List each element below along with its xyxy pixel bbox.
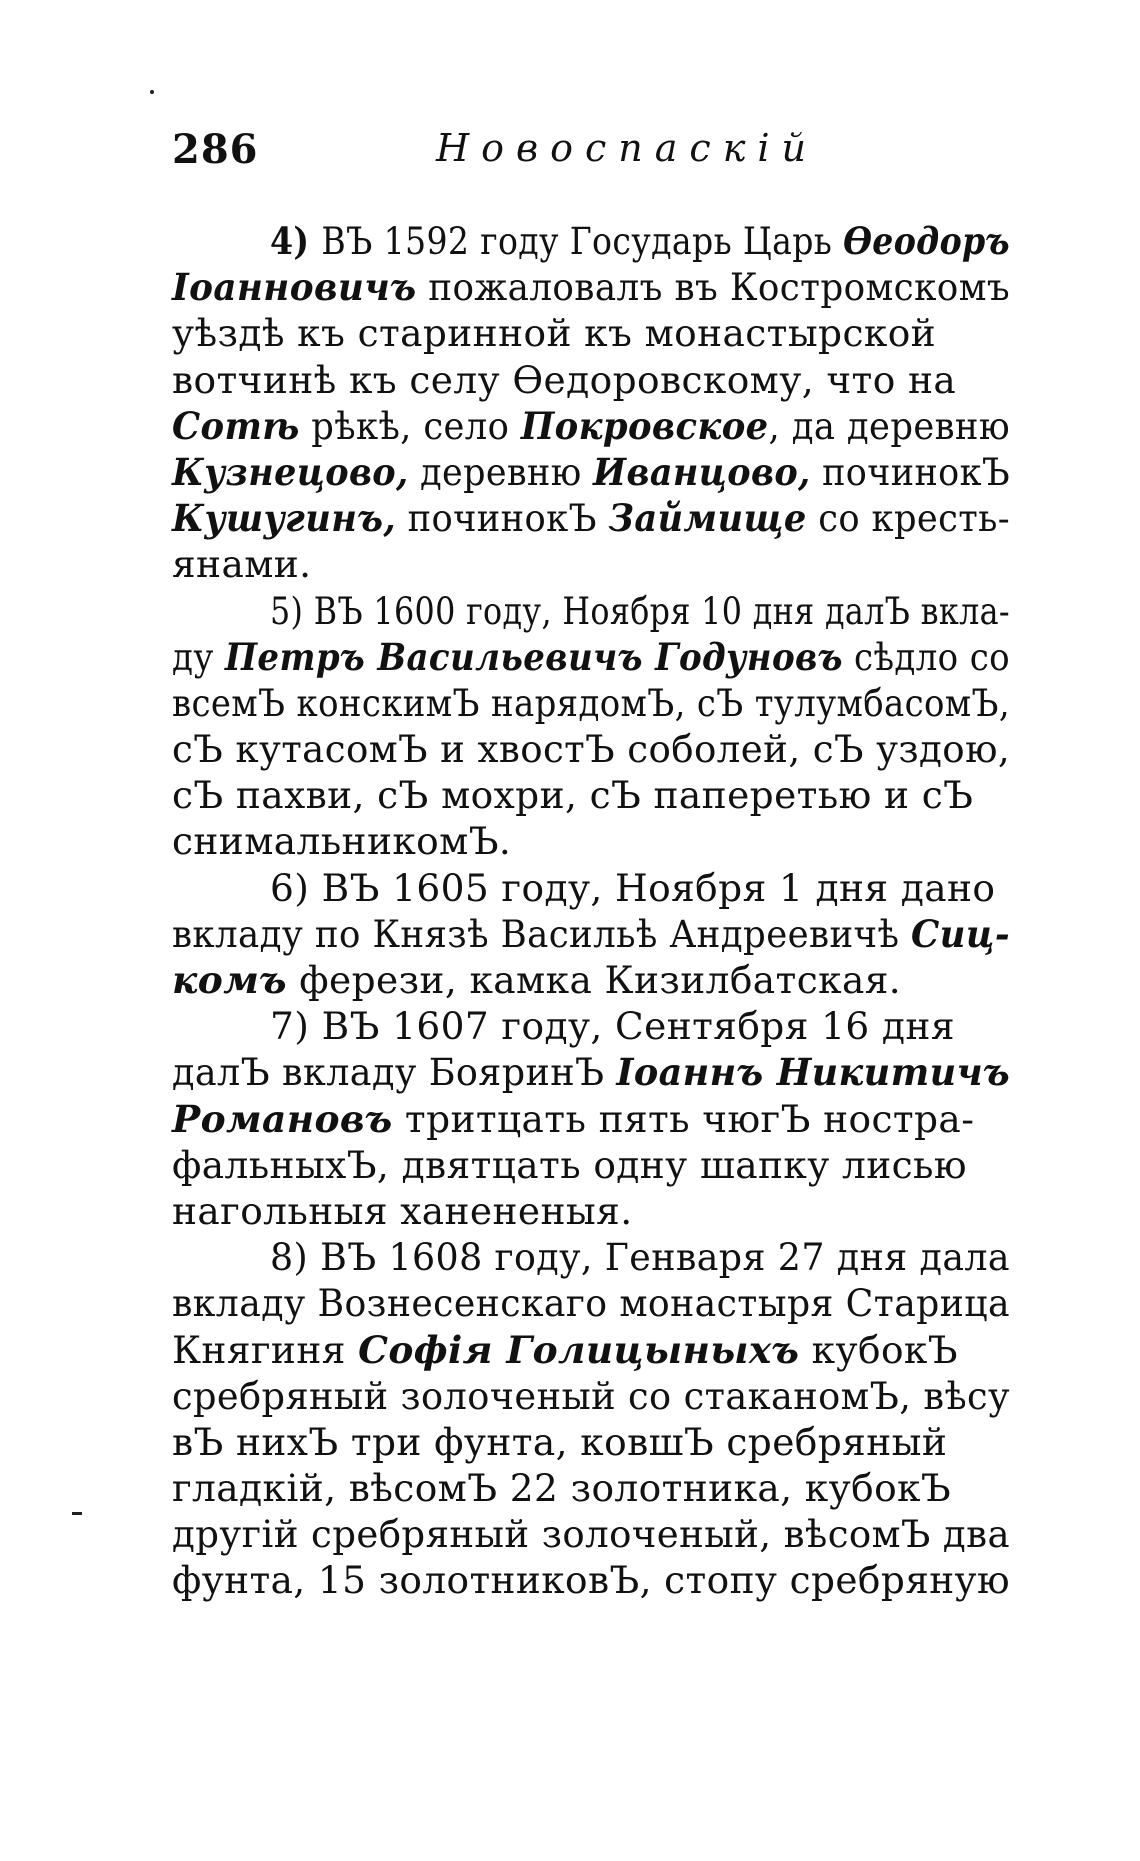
- entry-paragraph: [172, 588, 1010, 865]
- text-run: сребряный золоченый со стаканомЪ, вѣсу: [172, 1373, 1011, 1418]
- text-run: починокЪ: [810, 449, 1011, 494]
- entry-paragraph: [172, 1234, 1010, 1604]
- text-line: [172, 1557, 1010, 1603]
- text-line: [172, 865, 1010, 911]
- italic-name: Ѳеодоръ: [843, 219, 1011, 263]
- text-line: [172, 1373, 1010, 1419]
- text-run: 4): [270, 219, 322, 263]
- italic-name: Кушугинъ,: [172, 496, 397, 541]
- text-line: [172, 957, 1010, 1003]
- text-line: [172, 911, 1010, 957]
- text-line: [172, 818, 1010, 864]
- italic-name: Кузнецово,: [172, 449, 409, 494]
- text-line: [172, 588, 1010, 634]
- text-line: [172, 1465, 1010, 1511]
- text-line: [172, 449, 1010, 495]
- text-run: 6) ВЪ 1605 году, Ноября 1 дня дано: [270, 865, 996, 910]
- text-run: вотчинѣ къ селу Ѳедоровскому, что на: [172, 357, 957, 402]
- text-run: починокЪ: [396, 496, 609, 541]
- text-line: [172, 726, 1010, 772]
- italic-name: Романовъ: [172, 1096, 393, 1141]
- text-run: другій сребряный золоченый, вѣсомЪ два: [172, 1512, 1010, 1557]
- print-speck: [150, 90, 154, 94]
- italic-name: Иванцово,: [593, 449, 811, 494]
- text-run: фальныхЪ, двятцать одну шапку лисью: [172, 1142, 967, 1187]
- italic-name: Сотѣ: [172, 403, 300, 448]
- text-run: вкладу по Князѣ Васильѣ Андреевичѣ: [172, 911, 911, 956]
- italic-name: комъ: [172, 958, 287, 1002]
- text-run: нагольныя ханененыя.: [172, 1188, 633, 1233]
- text-line: [172, 1142, 1010, 1188]
- text-run: Княгиня: [172, 1327, 359, 1372]
- page-number: 286: [172, 126, 259, 173]
- text-run: ВЪ 1592 году Государь Царь: [321, 219, 844, 263]
- text-run: гладкій, вѣсомЪ 22 золотника, кубокЪ: [172, 1466, 952, 1511]
- text-line: [172, 1280, 1010, 1326]
- text-line: [172, 1096, 1010, 1142]
- entry-paragraph: [172, 865, 1010, 1004]
- text-line: [172, 1234, 1010, 1280]
- text-run: далЪ вкладу БояринЪ: [172, 1050, 617, 1095]
- text-line: [172, 310, 1010, 356]
- text-line: [172, 218, 1010, 264]
- text-line: [172, 264, 1010, 310]
- text-run: уѣздѣ къ старинной къ монастырской: [172, 311, 937, 356]
- text-run: 8) ВЪ 1608 году, Генваря 27 дня дала: [270, 1235, 1011, 1280]
- italic-name: Іоаннъ Никитичъ: [616, 1050, 1011, 1095]
- text-line: [172, 403, 1010, 449]
- italic-name: Займище: [608, 496, 807, 541]
- italic-name: Іоанновичъ: [172, 265, 417, 310]
- entry-paragraph: [172, 218, 1010, 588]
- italic-name: Петръ Васильевичъ Годуновъ: [224, 634, 843, 679]
- text-line: [172, 1049, 1010, 1095]
- text-run: рѣкѣ, село: [299, 403, 521, 448]
- text-line: [172, 1327, 1010, 1373]
- entry-paragraph: [172, 1003, 1010, 1234]
- page-header: [172, 126, 990, 186]
- body-text: [172, 218, 1010, 1604]
- text-run: вкладу Вознесенскаго монастыря Старица: [172, 1281, 1010, 1326]
- text-run: янами.: [172, 542, 312, 587]
- text-run: со кресть-: [806, 496, 1010, 541]
- text-run: кубокЪ: [799, 1327, 958, 1372]
- italic-name: Покровское: [520, 403, 769, 448]
- text-line: [172, 1419, 1010, 1465]
- text-run: снимальникомЪ.: [172, 819, 512, 864]
- text-run: всемЪ конскимЪ нарядомЪ, сЪ тулумбасомЪ,: [172, 680, 1011, 725]
- text-run: ферези, камка Кизилбатская.: [286, 958, 902, 1002]
- text-line: [172, 1003, 1010, 1049]
- text-line: [172, 1511, 1010, 1557]
- text-run: сЪ кутасомЪ и хвостЪ соболей, сЪ уздою,: [172, 727, 1011, 772]
- text-run: ду: [172, 634, 225, 679]
- print-speck: [72, 1512, 82, 1515]
- running-title: Новоспаскій: [436, 126, 819, 170]
- text-line: [172, 541, 1010, 587]
- italic-name: Сиц-: [910, 911, 1011, 956]
- text-run: 7) ВЪ 1607 году, Сентября 16 дня: [270, 1004, 955, 1049]
- text-run: вЪ нихЪ три фунта, ковшЪ сребряный: [172, 1419, 948, 1464]
- text-line: [172, 495, 1010, 541]
- text-run: сЪ пахви, сЪ мохри, сЪ паперетью и сЪ: [172, 773, 974, 818]
- text-run: сѣдло со: [842, 634, 1011, 679]
- text-run: 5) ВЪ 1600 году, Ноября 10 дня далЪ вкла-: [270, 588, 1010, 633]
- text-run: деревню: [408, 449, 594, 494]
- text-run: , да деревню: [768, 403, 1010, 448]
- italic-name: Софія Голицыныхъ: [358, 1327, 800, 1372]
- text-line: [172, 772, 1010, 818]
- text-run: пожаловалъ въ Костромскомъ: [416, 265, 1011, 310]
- text-line: [172, 634, 1010, 680]
- text-run: тритцать пять чюгЪ нострa-: [392, 1096, 975, 1141]
- text-line: [172, 680, 1010, 726]
- text-line: [172, 357, 1010, 403]
- text-run: фунта, 15 золотниковЪ, стопу сребряную: [172, 1558, 1010, 1603]
- text-line: [172, 1188, 1010, 1234]
